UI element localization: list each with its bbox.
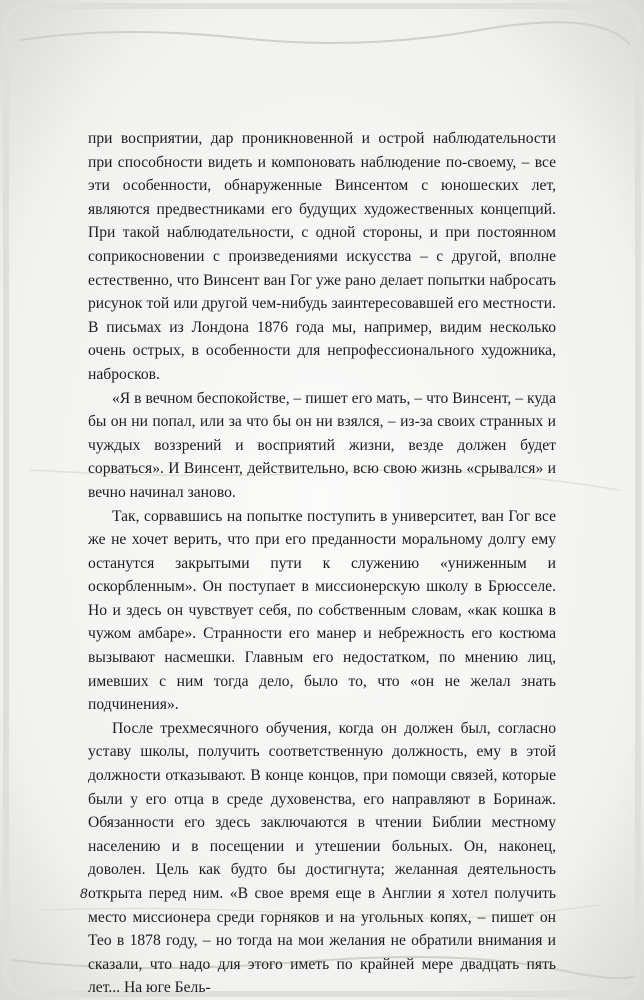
body-text <box>88 127 556 1000</box>
paragraph-2: «Я в вечном беспокойстве, – пишет его мать, – что Винсент, – куда бы он ни попал, или за что бы он ни взялся, – из-за своих странных и чуждых воззрений и восприятий жизни, везде должен будет сорваться». И Винсент, действительно, всю свою жизнь «срывался» и вечно начинал заново. <box>88 389 556 501</box>
paragraph-1: при восприятии, дар проникновенной и острой наблюдательности при способности видеть и компоновать наблюдение по-своему, – все эти особенности, обнаруженные Винсентом с юношеских лет, являются предвестниками его будущих художественных концепций. При такой наблюдательности, с одной стороны, и при постоянном соприкосновении с произведениями искусства – с другой, вполне естественно, что Винсент ван Гог уже рано делает попытки набросать рисунок той или другой чем-нибудь заинтересовавшей его местности. В письмах из Лондона 1876 года мы, например, видим несколько очень острых, в особенности для непрофессионального художника, набросков. <box>88 130 556 383</box>
page-number: 8 <box>80 886 88 902</box>
paragraph-4: После трехмесячного обучения, когда он должен был, согласно уставу школы, получить соответственную должность, ему в этой должности отказывают. В конце концов, при помощи связей, которые были у его отца в среде духовенства, его направляют в Боринаж. Обязанности его здесь заключаются в чтении Библии местному населению и в посещении и утешении больных. Он, наконец, доволен. Цель как будто бы достигнута; желанная деятельность открыта перед ним. «В свое время еще в Англии я хотел получить место миссионера среди горняков и на угольных копях, – пишет он Тео в 1878 году, – но тогда на мои желания не обратили внимания и сказали, что надо для этого иметь по крайней мере двадцать пять лет... На юге Бель- <box>88 719 556 997</box>
paragraph-3: Так, сорвавшись на попытке поступить в университет, ван Гог все же не хочет верить, что при его преданности моральному долгу ему останутся закрытыми пути к служению «униженным и оскорбленным». Он поступает в миссионерскую школу в Брюсселе. Но и здесь он чувствует себя, по собственным словам, «как кошка в чужом амбаре». Странности его манер и небрежность его костюма вызывают насмешки. Главным его недостатком, по мнению лиц, имевших с ним тогда дело, было то, что «он не желал знать подчинения». <box>88 507 556 714</box>
